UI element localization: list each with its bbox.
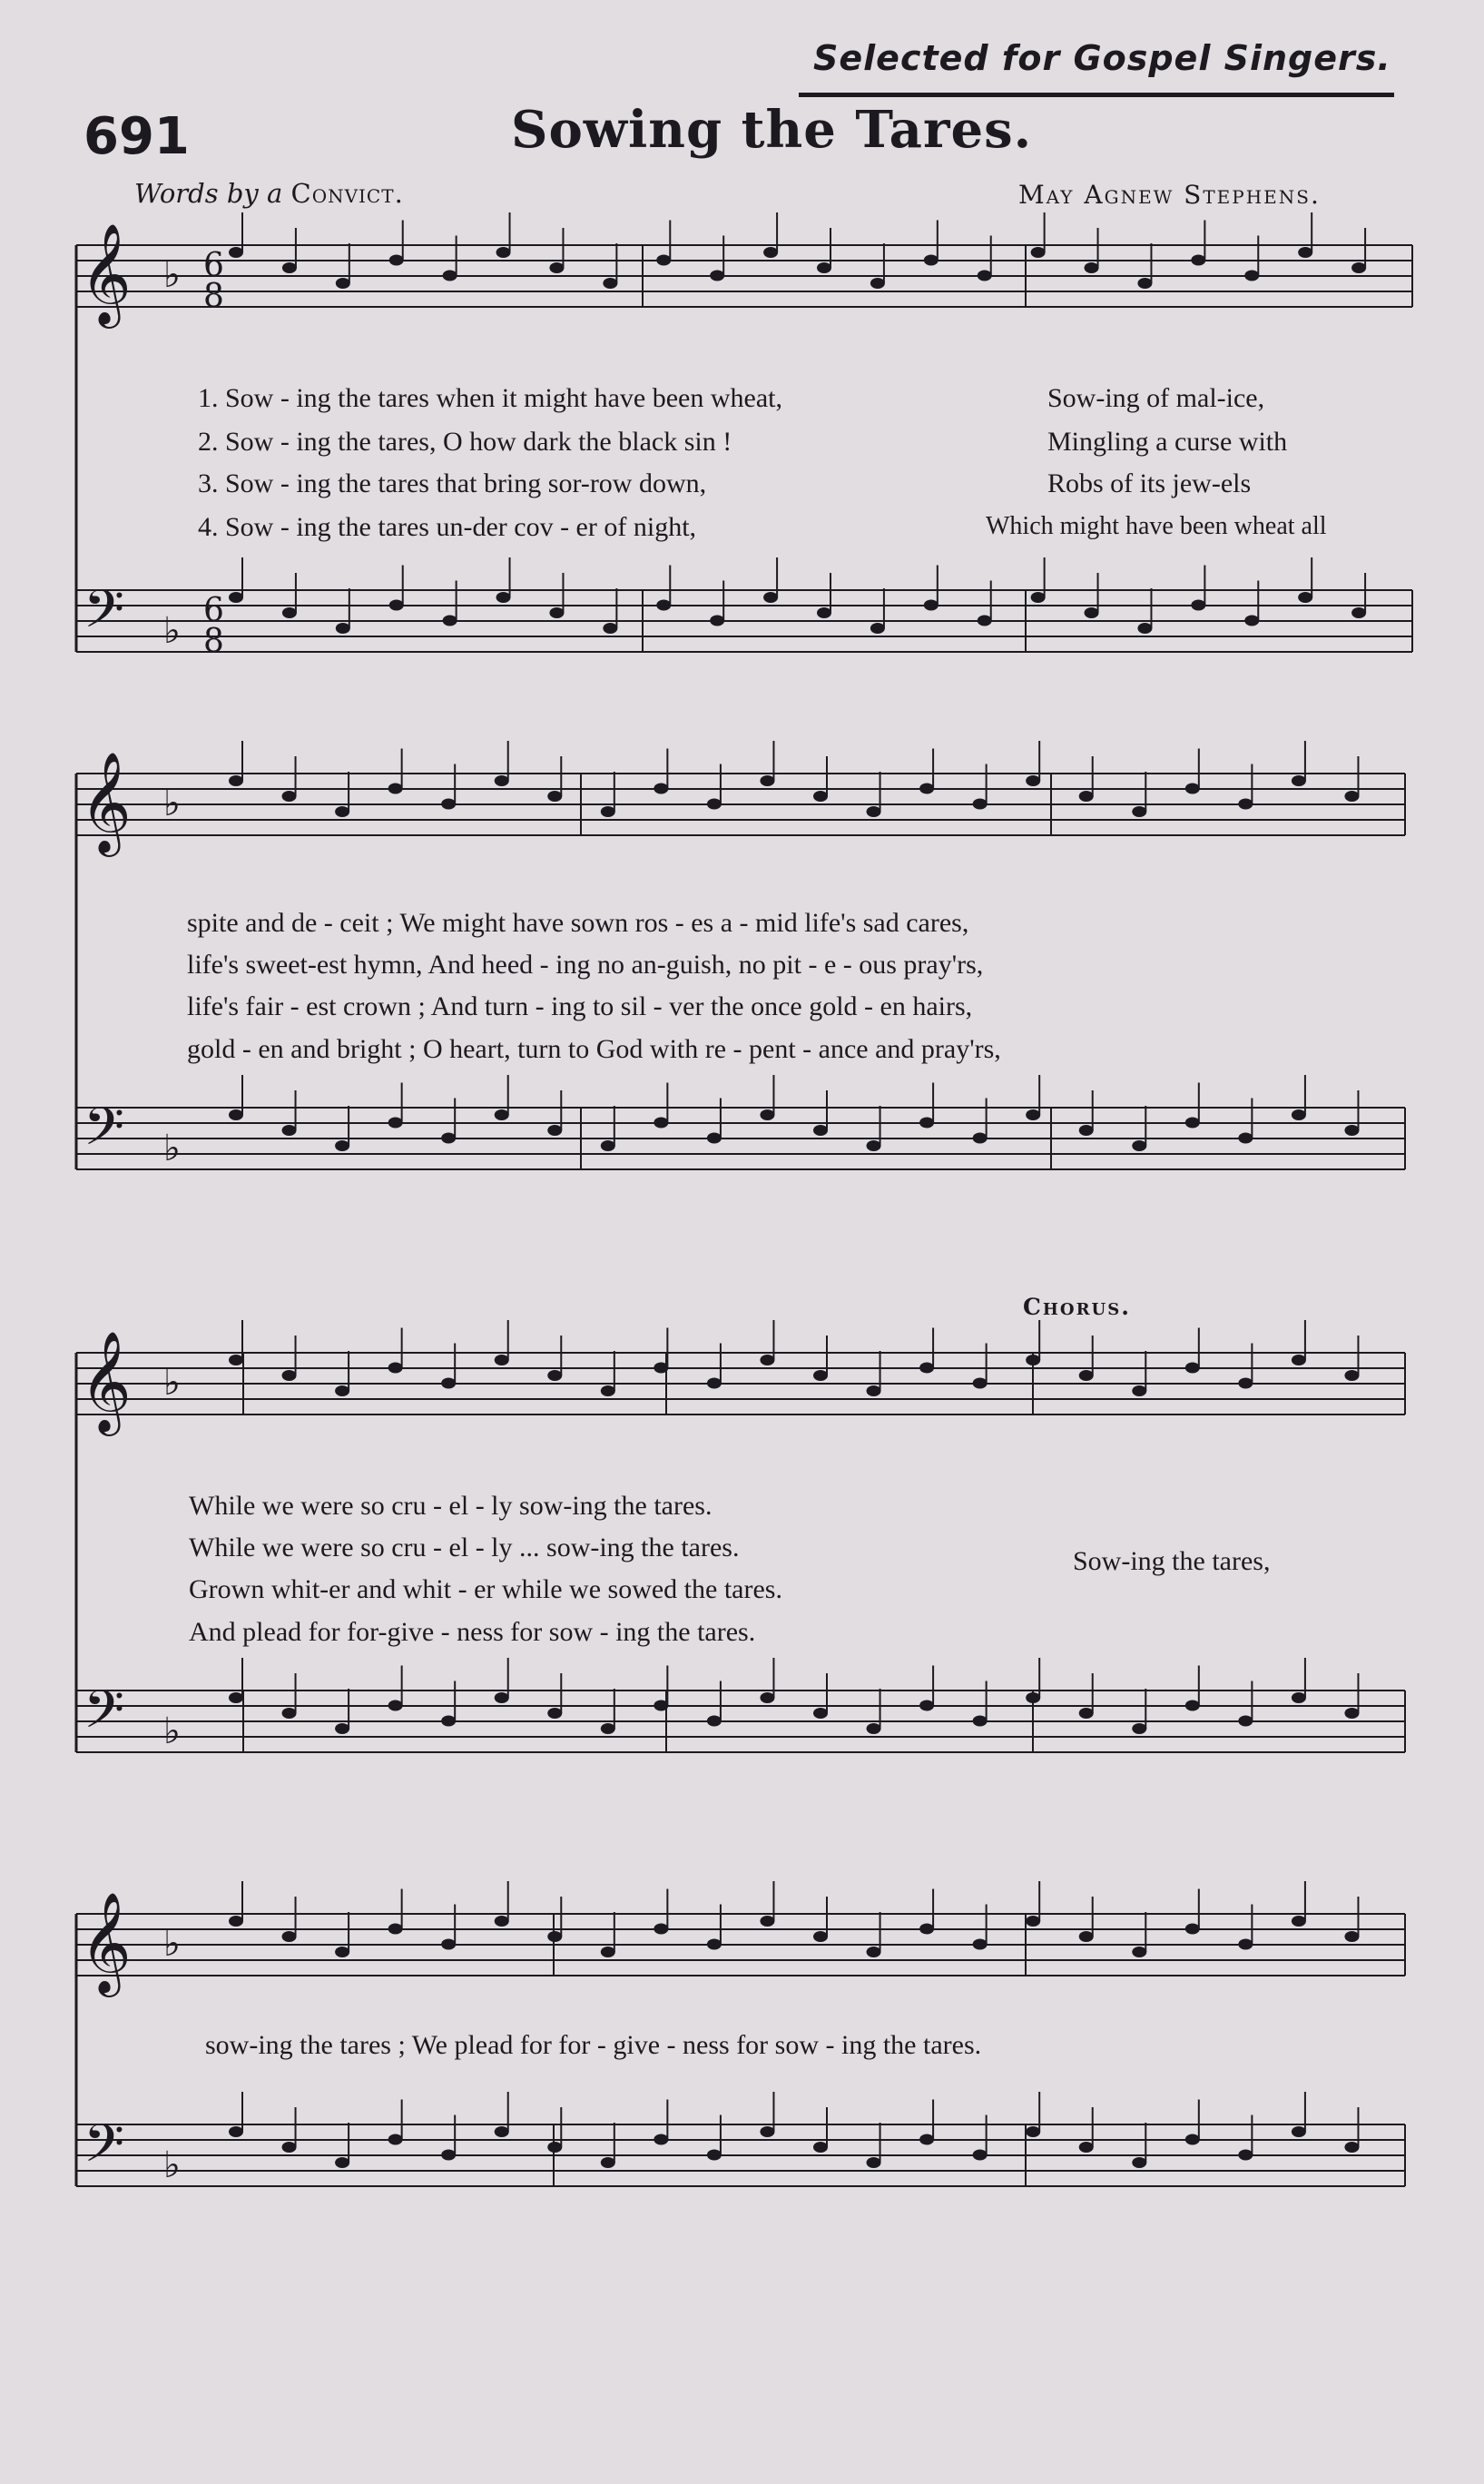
note-head xyxy=(1344,1708,1359,1719)
note-head xyxy=(1079,791,1094,802)
note-head xyxy=(919,2134,934,2145)
note-head xyxy=(867,2157,881,2168)
note-head xyxy=(1344,1370,1359,1381)
note-head xyxy=(763,247,778,258)
note-head xyxy=(978,271,992,281)
note-head xyxy=(1238,1378,1253,1389)
note-head xyxy=(441,1716,456,1727)
note-head xyxy=(388,1363,403,1374)
verse-1-line-c: spite and de - ceit ; We might have sown ros - es a - mid life's sad cares, xyxy=(187,908,969,938)
note-head xyxy=(443,271,457,281)
note-head xyxy=(707,1939,722,1950)
hymn-title: Sowing the Tares. xyxy=(511,100,1033,160)
note-head xyxy=(1026,1692,1040,1703)
note-head xyxy=(229,1109,243,1120)
treble-clef: 𝄞 xyxy=(80,222,132,324)
note-head xyxy=(335,1140,349,1151)
verse-1-line-d: While we were so cru - el - ly sow-ing the tares. xyxy=(189,1491,713,1521)
note-head xyxy=(441,1939,456,1950)
note-head xyxy=(335,1385,349,1396)
note-head xyxy=(388,784,403,794)
note-head xyxy=(1185,1924,1200,1935)
refrain-line: sow-ing the tares ; We plead for for - give - ness for sow - ing the tares. xyxy=(205,2030,982,2060)
note-head xyxy=(978,616,992,626)
note-head xyxy=(813,1931,828,1942)
verse-3-line-a: 3. Sow - ing the tares that bring sor-row down, xyxy=(198,468,707,498)
key-flat: ♭ xyxy=(163,1362,181,1404)
note-head xyxy=(867,1385,881,1396)
note-head xyxy=(601,2157,615,2168)
note-head xyxy=(973,1133,988,1144)
note-head xyxy=(1298,592,1312,603)
note-head xyxy=(1351,607,1366,618)
note-head xyxy=(1185,1118,1200,1129)
note-head xyxy=(1191,600,1205,611)
note-head xyxy=(496,247,511,258)
note-head xyxy=(707,1133,722,1144)
note-head xyxy=(1292,1355,1306,1365)
note-head xyxy=(495,1109,509,1120)
note-head xyxy=(760,2126,774,2137)
note-head xyxy=(282,791,297,802)
time-signature-top: 6 xyxy=(203,247,224,284)
note-head xyxy=(654,1118,668,1129)
note-head xyxy=(654,1700,668,1711)
time-signature-bottom: 8 xyxy=(203,623,224,660)
note-head xyxy=(817,262,831,273)
verse-2-line-a: 2. Sow - ing the tares, O how dark the black sin ! xyxy=(198,427,732,457)
note-head xyxy=(919,1924,934,1935)
note-head xyxy=(1026,1355,1040,1365)
note-head xyxy=(919,1118,934,1129)
note-head xyxy=(1132,1723,1146,1734)
note-head xyxy=(388,1118,403,1129)
note-head xyxy=(870,278,885,289)
note-head xyxy=(760,1355,774,1365)
note-head xyxy=(654,1924,668,1935)
note-head xyxy=(710,616,724,626)
note-head xyxy=(656,600,671,611)
note-head xyxy=(1079,1370,1094,1381)
note-head xyxy=(1132,1140,1146,1151)
note-head xyxy=(919,1363,934,1374)
note-head xyxy=(441,1378,456,1389)
note-head xyxy=(707,2150,722,2161)
note-head xyxy=(867,1947,881,1957)
time-signature-bottom: 8 xyxy=(203,278,224,315)
note-head xyxy=(547,1708,562,1719)
note-head xyxy=(601,1140,615,1151)
note-head xyxy=(1026,1109,1040,1120)
note-head xyxy=(495,1355,509,1365)
note-head xyxy=(547,1370,562,1381)
note-head xyxy=(547,1931,562,1942)
note-head xyxy=(707,1378,722,1389)
bass-clef: 𝄢 xyxy=(84,1679,125,1753)
note-head xyxy=(1026,775,1040,786)
note-head xyxy=(924,600,939,611)
note-head xyxy=(547,791,562,802)
note-head xyxy=(1079,2142,1094,2153)
note-head xyxy=(973,2150,988,2161)
note-head xyxy=(1191,255,1205,266)
note-head xyxy=(1137,278,1152,289)
treble-clef: 𝄞 xyxy=(80,1891,132,1993)
note-head xyxy=(495,1916,509,1927)
note-head xyxy=(973,1716,988,1727)
note-head xyxy=(336,623,350,634)
note-head xyxy=(760,1916,774,1927)
treble-clef: 𝄞 xyxy=(80,751,132,853)
note-head xyxy=(973,1939,988,1950)
note-head xyxy=(1185,1363,1200,1374)
note-head xyxy=(335,1723,349,1734)
note-head xyxy=(817,607,831,618)
note-head xyxy=(229,1916,243,1927)
note-head xyxy=(924,255,939,266)
key-flat: ♭ xyxy=(163,1923,181,1965)
note-head xyxy=(867,806,881,817)
note-head xyxy=(1238,1716,1253,1727)
note-head xyxy=(495,1692,509,1703)
note-head xyxy=(1079,1931,1094,1942)
words-author: Convict. xyxy=(290,178,404,209)
note-head xyxy=(1298,247,1312,258)
note-head xyxy=(919,784,934,794)
note-head xyxy=(335,1947,349,1957)
note-head xyxy=(496,592,511,603)
hymn-number: 691 xyxy=(84,107,190,166)
note-head xyxy=(763,592,778,603)
note-head xyxy=(1238,1133,1253,1144)
note-head xyxy=(282,1370,297,1381)
verse-3-line-c: life's fair - est crown ; And turn - ing to sil - ver the once gold - en hairs, xyxy=(187,991,973,1021)
bass-clef: 𝄢 xyxy=(84,1096,125,1170)
note-head xyxy=(1132,2157,1146,2168)
verse-2-line-b: Mingling a curse with xyxy=(1047,427,1288,457)
note-head xyxy=(760,775,774,786)
note-head xyxy=(282,1708,297,1719)
verse-2-line-c: life's sweet-est hymn, And heed - ing no an-guish, no pit - e - ous pray'rs, xyxy=(187,950,984,980)
note-head xyxy=(654,1363,668,1374)
note-head xyxy=(1137,623,1152,634)
note-head xyxy=(813,1125,828,1136)
verse-4-line-d: And plead for for-give - ness for sow - ing the tares. xyxy=(189,1617,756,1647)
note-head xyxy=(229,592,243,603)
note-head xyxy=(388,2134,403,2145)
note-head xyxy=(919,1700,934,1711)
note-head xyxy=(603,278,617,289)
note-head xyxy=(601,1947,615,1957)
note-head xyxy=(441,2150,456,2161)
note-head xyxy=(813,791,828,802)
note-head xyxy=(547,1125,562,1136)
note-head xyxy=(710,271,724,281)
verse-4-line-a: 4. Sow - ing the tares un-der cov - er of night, xyxy=(198,512,697,542)
note-head xyxy=(1344,1125,1359,1136)
note-head xyxy=(601,1723,615,1734)
verse-4-line-b: Which might have been wheat all xyxy=(986,512,1327,540)
note-head xyxy=(1026,2126,1040,2137)
note-head xyxy=(441,1133,456,1144)
note-head xyxy=(1031,592,1046,603)
note-head xyxy=(867,1140,881,1151)
key-flat: ♭ xyxy=(163,1710,181,1752)
note-head xyxy=(282,262,297,273)
note-head xyxy=(229,1692,243,1703)
verse-3-line-b: Robs of its jew-els xyxy=(1047,468,1252,498)
verse-3-line-d: Grown whit-er and whit - er while we sowed the tares. xyxy=(189,1574,782,1604)
note-head xyxy=(1344,2142,1359,2153)
note-head xyxy=(1031,247,1046,258)
note-head xyxy=(707,1716,722,1727)
note-head xyxy=(656,255,671,266)
note-head xyxy=(282,607,297,618)
note-head xyxy=(1238,1939,1253,1950)
note-head xyxy=(1079,1708,1094,1719)
note-head xyxy=(229,247,243,258)
note-head xyxy=(603,623,617,634)
note-head xyxy=(1351,262,1366,273)
note-head xyxy=(1292,1109,1306,1120)
note-head xyxy=(870,623,885,634)
bass-clef: 𝄢 xyxy=(84,578,125,653)
note-head xyxy=(1085,607,1099,618)
chorus-label: Chorus. xyxy=(1023,1294,1131,1320)
note-head xyxy=(1292,2126,1306,2137)
hymnal-header: Selected for Gospel Singers. xyxy=(813,38,1391,78)
note-head xyxy=(336,278,350,289)
bass-clef: 𝄢 xyxy=(84,2113,125,2187)
note-head xyxy=(760,1692,774,1703)
composer-credit: May Agnew Stephens. xyxy=(1018,180,1321,210)
note-head xyxy=(443,616,457,626)
note-head xyxy=(867,1723,881,1734)
note-head xyxy=(388,1924,403,1935)
note-head xyxy=(282,2142,297,2153)
time-signature-top: 6 xyxy=(203,592,224,629)
note-head xyxy=(282,1125,297,1136)
note-head xyxy=(229,1355,243,1365)
note-head xyxy=(229,775,243,786)
note-head xyxy=(760,1109,774,1120)
note-head xyxy=(1292,775,1306,786)
note-head xyxy=(1185,2134,1200,2145)
note-head xyxy=(1244,616,1259,626)
note-head xyxy=(1292,1916,1306,1927)
key-flat: ♭ xyxy=(163,254,181,296)
note-head xyxy=(388,1700,403,1711)
note-head xyxy=(335,806,349,817)
note-head xyxy=(813,2142,828,2153)
note-head xyxy=(335,2157,349,2168)
note-head xyxy=(707,799,722,810)
verse-1-line-b: Sow-ing of mal-ice, xyxy=(1047,383,1265,413)
note-head xyxy=(1238,799,1253,810)
note-head xyxy=(1132,1947,1146,1957)
note-head xyxy=(601,806,615,817)
treble-clef: 𝄞 xyxy=(80,1330,132,1432)
note-head xyxy=(973,1378,988,1389)
note-head xyxy=(1079,1125,1094,1136)
note-head xyxy=(654,2134,668,2145)
note-head xyxy=(1185,1700,1200,1711)
note-head xyxy=(601,1385,615,1396)
verse-1-line-a: 1. Sow - ing the tares when it might have been wheat, xyxy=(198,383,783,413)
note-head xyxy=(1132,1385,1146,1396)
note-head xyxy=(1292,1692,1306,1703)
note-head xyxy=(282,1931,297,1942)
note-head xyxy=(1132,806,1146,817)
note-head xyxy=(389,600,404,611)
key-flat: ♭ xyxy=(163,610,181,652)
note-head xyxy=(1085,262,1099,273)
verse-4-line-c: gold - en and bright ; O heart, turn to God with re - pent - ance and pray'rs, xyxy=(187,1034,1001,1064)
key-flat: ♭ xyxy=(163,783,181,824)
note-head xyxy=(495,2126,509,2137)
note-head xyxy=(229,2126,243,2137)
note-head xyxy=(1185,784,1200,794)
note-head xyxy=(495,775,509,786)
key-flat: ♭ xyxy=(163,1128,181,1169)
note-head xyxy=(1238,2150,1253,2161)
note-head xyxy=(549,607,564,618)
words-prefix: Words by a xyxy=(134,178,283,209)
note-head xyxy=(1344,1931,1359,1942)
note-head xyxy=(1244,271,1259,281)
note-head xyxy=(389,255,404,266)
verse-2-line-d: While we were so cru - el - ly ... sow-ing the tares. xyxy=(189,1533,740,1562)
note-head xyxy=(654,784,668,794)
note-head xyxy=(547,2142,562,2153)
note-head xyxy=(441,799,456,810)
note-head xyxy=(1026,1916,1040,1927)
note-head xyxy=(973,799,988,810)
note-head xyxy=(549,262,564,273)
note-head xyxy=(813,1370,828,1381)
note-head xyxy=(1344,791,1359,802)
refrain-side-text: Sow-ing the tares, xyxy=(1073,1546,1271,1576)
key-flat: ♭ xyxy=(163,2144,181,2186)
note-head xyxy=(813,1708,828,1719)
